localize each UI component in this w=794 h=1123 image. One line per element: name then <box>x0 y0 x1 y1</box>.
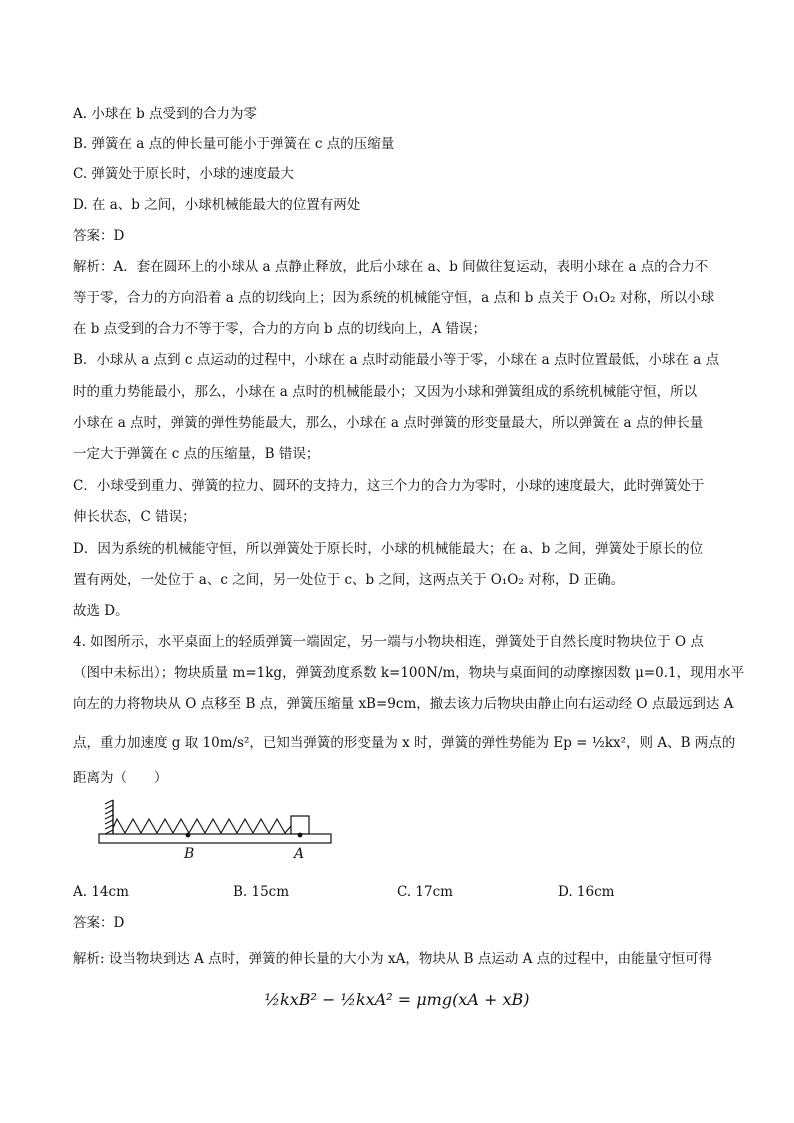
q4-option-b: B. 15cm <box>233 884 290 900</box>
q3-analysis-line: 在 b 点受到的合力不等于零，合力的方向 b 点的切线向上，A 错误； <box>73 321 486 337</box>
q3-analysis-line: C．小球受到重力、弹簧的拉力、圆环的支持力，这三个力的合力为零时，小球的速度最大，此时弹簧处于 <box>73 478 705 494</box>
q4-option-c: C. 17cm <box>397 884 453 900</box>
q4-answer: 答案：D <box>73 915 125 931</box>
q4-stem-line: 4. 如图所示，水平桌面上的轻质弹簧一端固定，另一端与小物块相连，弹簧处于自然长度时物块位于 O 点 <box>73 634 704 650</box>
energy-equation: ½kxB² − ½kxA² = μmg(xA + xB) <box>264 990 530 1009</box>
q3-analysis-line: 一定大于弹簧在 c 点的压缩量，B 错误； <box>73 446 320 462</box>
q3-analysis-line: B．小球从 a 点到 c 点运动的过程中，小球在 a 点时动能最小等于零，小球在 a 点时位置最低，小球在 a 点 <box>73 352 720 368</box>
q4-stem-line: 向左的力将物块从 O 点移至 B 点，弹簧压缩量 xB=9cm，撤去该力后物块由静止向右运动经 O 点最远到达 A <box>73 696 734 712</box>
q3-option-b: B. 弹簧在 a 点的伸长量可能小于弹簧在 c 点的压缩量 <box>73 136 395 152</box>
block <box>291 816 309 834</box>
point-b <box>186 833 191 838</box>
q3-option-d: D. 在 a、b 之间，小球机械能最大的位置有两处 <box>73 197 361 213</box>
q3-analysis-line: 置有两处，一处位于 a、c 之间，另一处位于 c、b 之间，这两点关于 O₁O₂ 对称，D 正确。 <box>73 572 625 588</box>
q3-analysis-line: 解析：A．套在圆环上的小球从 a 点静止释放，此后小球在 a、b 间做往复运动，表明小球在 a 点的合力不 <box>73 259 709 275</box>
spring <box>113 819 291 833</box>
q4-stem-line: 点，重力加速度 g 取 10m/s²，已知当弹簧的形变量为 x 时，弹簧的弹性势能为 Ep = ½kx²，则 A、B 两点的 <box>73 735 736 751</box>
q4-option-a: A. 14cm <box>73 884 129 900</box>
q4-stem-line: 距离为（ ） <box>73 770 168 786</box>
q4-stem-line: （图中未标出）；物块质量 m=1kg，弹簧劲度系数 k=100N/m，物块与桌面间的动摩擦因数 μ=0.1，现用水平 <box>73 665 745 681</box>
q3-answer: 答案：D <box>73 228 125 244</box>
wall-hatching <box>105 800 113 834</box>
q3-analysis-line: D．因为系统的机械能守恒，所以弹簧处于原长时，小球的机械能最大；在 a、b 之间，弹簧处于原长的位 <box>73 541 704 557</box>
label-b: B <box>184 846 195 862</box>
table <box>99 834 331 843</box>
q3-analysis-line: 等于零，合力的方向沿着 a 点的切线向上；因为系统的机械能守恒，a 点和 b 点关于 O₁O₂ 对称，所以小球 <box>73 290 715 306</box>
q3-analysis-line: 伸长状态，C 错误； <box>73 509 196 525</box>
q3-conclusion: 故选 D。 <box>73 603 129 619</box>
q4-option-d: D. 16cm <box>558 884 615 900</box>
q4-analysis: 解析: 设当物块到达 A 点时，弹簧的伸长量的大小为 xA，物块从 B 点运动 A 点的过程中，由能量守恒可得 <box>73 951 713 967</box>
q3-option-a: A. 小球在 b 点受到的合力为零 <box>73 106 258 122</box>
q3-analysis-line: 小球在 a 点时，弹簧的弹性势能最大，那么，小球在 a 点时弹簧的形变量最大，所以弹簧在 a 点的伸长量 <box>73 415 704 431</box>
q4-options <box>73 882 723 902</box>
q3-option-c: C. 弹簧处于原长时，小球的速度最大 <box>73 166 294 182</box>
q3-analysis-line: 时的重力势能最小，那么，小球在 a 点时的机械能最小；又因为小球和弹簧组成的系统机械能守恒，所以 <box>73 384 698 400</box>
point-a <box>298 833 303 838</box>
label-a: A <box>294 846 305 862</box>
